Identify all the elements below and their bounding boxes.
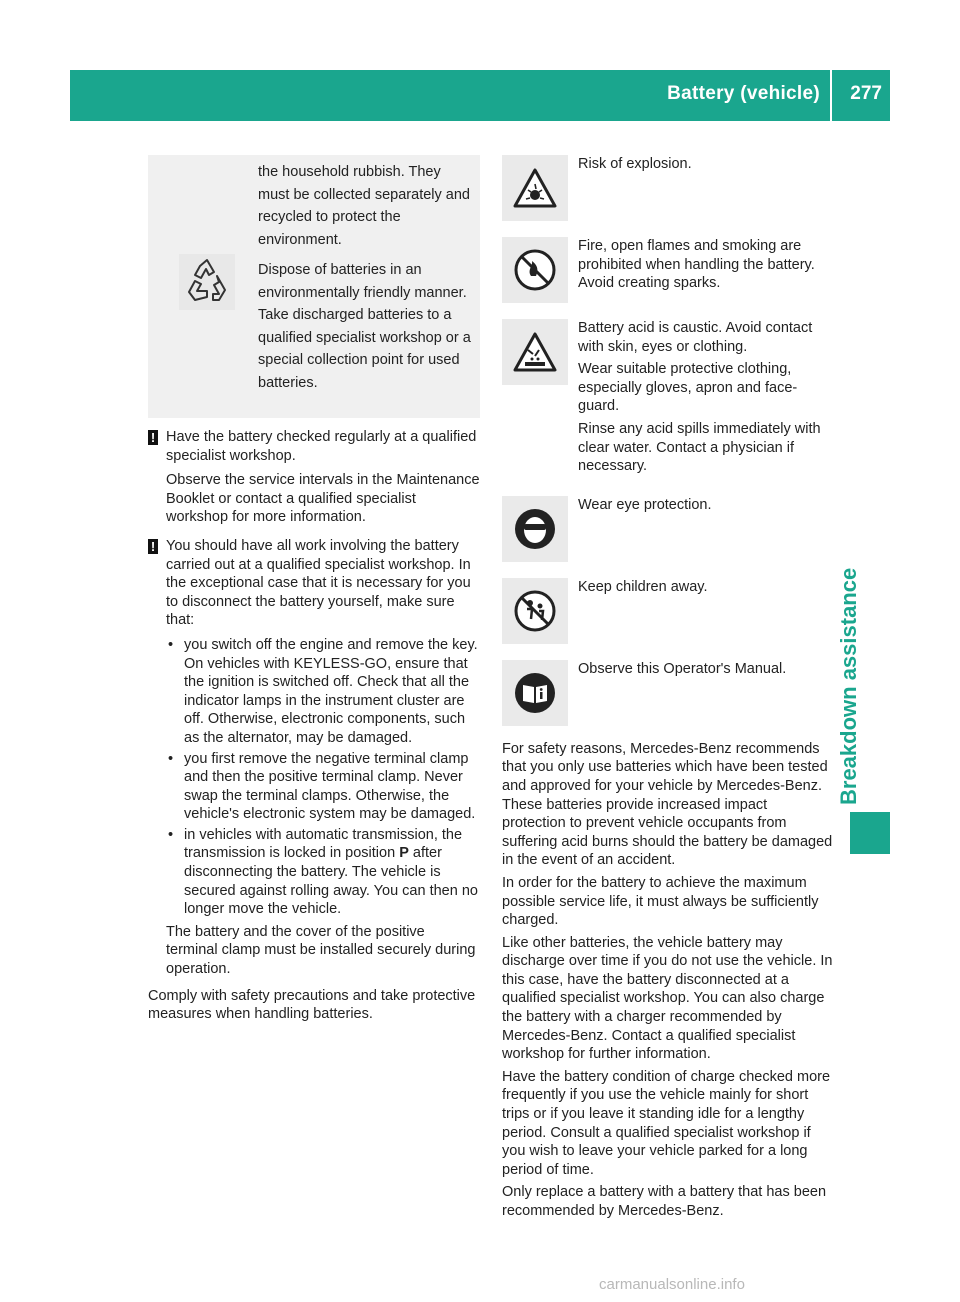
symbol-text: Rinse any acid spills immediately with clear water. Contact a physician if necessary. <box>578 420 821 475</box>
symbol-row-manual <box>502 660 834 726</box>
bullet3-text: in vehicles with automatic transmission, the transmission is locked in position <box>184 826 463 862</box>
notice1-line1: Have the battery checked regularly at a qualified specialist workshop. <box>166 429 477 464</box>
children-icon-cell <box>502 578 568 644</box>
symbol-row-explosion <box>502 155 834 221</box>
list-item: • you first remove the negative terminal clamp and then the positive terminal clamp. Never swap the terminal clamps. Otherwise, the vehicle's electronic system may be damaged. <box>166 750 480 824</box>
symbol-text: Keep children away. <box>578 578 708 595</box>
recycle-info-box <box>148 155 480 418</box>
paragraph: Have the battery condition of charge checked more frequently if you use the vehicle mainly for short trips or if you leave it standing idle for a lengthy period. Consult a qualified specialist workshop if you wish to leave your vehicle parked for a long period of time. <box>502 1068 831 1178</box>
recycle-icon-cell <box>156 161 258 402</box>
eye-icon-cell <box>502 496 568 562</box>
list-item: • you switch off the engine and remove the key. On vehicles with KEYLESS-GO, ensure that the ignition is switched off. Check that all the indicator lamps in the instrument cluster are off. Otherwise, electronic components, such as the alternator, may be damaged. <box>166 636 480 748</box>
corrosive-warning-icon <box>513 332 557 372</box>
list-item <box>166 826 480 919</box>
recycle-text-2: Dispose of batteries in an environmentally friendly manner. Take discharged batteries to a qualified specialist workshop or a special collection point for used batteries. <box>258 262 471 391</box>
symbol-row-children <box>502 578 834 644</box>
symbol-text: Wear eye protection. <box>578 496 712 513</box>
notice-workshop <box>148 537 480 985</box>
notice-battery-check <box>148 428 480 533</box>
header-separator <box>830 70 832 121</box>
symbol-text: Battery acid is caustic. Avoid contact with skin, eyes or clothing. <box>578 320 813 355</box>
bullet3-rest: after disconnecting the battery. The vehicle is secured against rolling away. You can then no longer move the vehicle. <box>184 845 478 918</box>
paragraph: For safety reasons, Mercedes-Benz recommends that you only use batteries which have been tested and approved for your vehicle by Mercedes-Benz. These batteries provide increased impact protection to prevent vehicle occupants from suffering acid burns should the battery be damaged in the event of an accident. <box>502 740 833 869</box>
right-column <box>502 155 834 1225</box>
symbol-text: Risk of explosion. <box>578 156 692 172</box>
keep-children-away-icon <box>513 589 557 633</box>
no-fire-icon-cell <box>502 237 568 303</box>
explosion-icon-cell <box>502 155 568 221</box>
recycle-icon <box>179 254 235 310</box>
warning-exclamation-icon: ! <box>148 430 158 445</box>
paragraph: Only replace a battery with a battery that has been recommended by Mercedes-Benz. <box>502 1184 827 1219</box>
symbol-row-eye <box>502 496 834 562</box>
left-closing-text: Comply with safety precautions and take protective measures when handling batteries. <box>148 987 476 1023</box>
right-paragraphs <box>502 740 834 1221</box>
left-column <box>148 155 480 1028</box>
symbol-row-no-fire <box>502 237 834 303</box>
acid-icon-cell <box>502 319 568 385</box>
no-fire-icon <box>513 248 557 292</box>
manual-icon-cell <box>502 660 568 726</box>
left-closing <box>148 987 480 1024</box>
side-tab-block <box>850 812 890 854</box>
explosion-warning-icon <box>513 168 557 208</box>
paragraph: In order for the battery to achieve the maximum possible service life, it must always be sufficiently charged. <box>502 874 819 929</box>
paragraph: Like other batteries, the vehicle battery may discharge over time if you do not use the vehicle. In this case, have the battery disconnected at a qualified specialist workshop. You can also charge the battery with a charger recommended by Mercedes-Benz. Contact a qualified specialist workshop for further information. <box>502 934 833 1063</box>
eye-protection-icon <box>513 507 557 551</box>
page-header <box>70 70 890 121</box>
notice2-closing: The battery and the cover of the positive terminal clamp must be installed securely during operation. <box>166 923 476 978</box>
symbol-text: Wear suitable protective clothing, especially gloves, apron and face-guard. <box>578 361 798 415</box>
operator-manual-icon <box>513 671 557 715</box>
notice1-line2: Observe the service intervals in the Maintenance Booklet or contact a qualified specialist workshop for more information. <box>166 472 480 526</box>
symbol-text: Observe this Operator's Manual. <box>578 660 787 677</box>
notice2-bullets <box>166 636 480 919</box>
symbol-text: Fire, open flames and smoking are prohibited when handling the battery. Avoid creating sparks. <box>578 238 815 292</box>
notice2-intro: You should have all work involving the battery carried out at a qualified specialist workshop. In the exceptional case that it is necessary for you to disconnect the battery yourself, make sure that: <box>166 537 471 629</box>
recycle-text-1: the household rubbish. They must be collected separately and recycled to protect the environment. <box>258 164 470 248</box>
warning-exclamation-icon: ! <box>148 539 158 554</box>
header-title: Battery (vehicle) <box>667 83 820 104</box>
gear-position: P <box>399 845 409 862</box>
page-number: 277 <box>850 83 882 104</box>
symbol-row-acid <box>502 319 834 480</box>
side-tab-label: Breakdown assistance <box>836 567 861 805</box>
watermark: carmanualsonline.info <box>599 1276 745 1293</box>
